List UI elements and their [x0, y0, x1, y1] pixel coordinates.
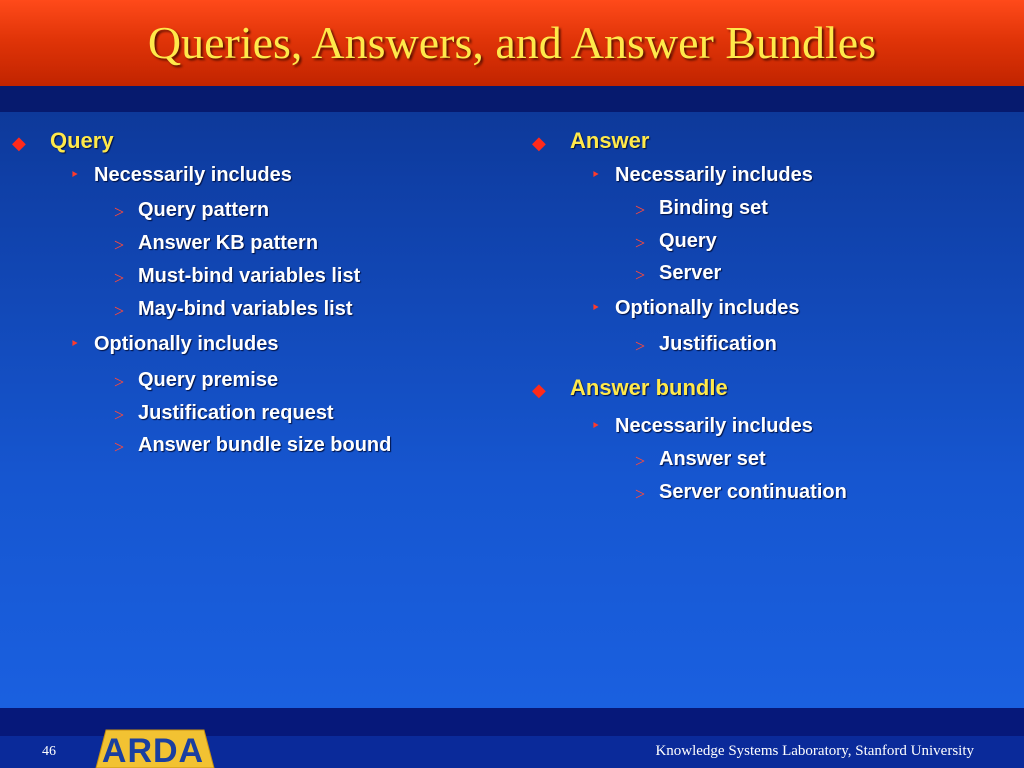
list-item: Answer bundle size bound	[138, 434, 392, 456]
query-heading: Query	[50, 128, 114, 153]
gt-bullet-icon: >	[635, 265, 646, 285]
gt-bullet-icon: >	[635, 451, 646, 471]
list-item: Query premise	[138, 369, 279, 391]
query-optionally-label: Optionally includes	[94, 333, 279, 355]
answer-necessarily-label: Necessarily includes	[615, 164, 813, 186]
diamond-bullet-icon: ◆	[12, 133, 26, 153]
list-item: Justification request	[138, 402, 334, 424]
gt-bullet-icon: >	[114, 202, 125, 222]
gt-bullet-icon: >	[635, 336, 646, 356]
triangle-bullet-icon: ‣	[591, 418, 601, 435]
arda-logo	[86, 728, 220, 768]
gt-bullet-icon: >	[635, 233, 646, 253]
answer-bundle-heading: Answer bundle	[570, 375, 728, 400]
list-item: Server continuation	[659, 481, 847, 503]
list-item: Answer set	[659, 448, 766, 470]
page-number: 46	[42, 744, 56, 759]
answer-heading: Answer	[570, 128, 650, 153]
bundle-necessarily-label: Necessarily includes	[615, 415, 813, 437]
gt-bullet-icon: >	[114, 268, 125, 288]
triangle-bullet-icon: ‣	[70, 336, 80, 353]
triangle-bullet-icon: ‣	[591, 300, 601, 317]
gt-bullet-icon: >	[635, 484, 646, 504]
gt-bullet-icon: >	[114, 372, 125, 392]
logo-text: ARDA	[101, 732, 205, 768]
gt-bullet-icon: >	[114, 235, 125, 255]
list-item: Justification	[659, 333, 777, 355]
list-item: Server	[659, 262, 722, 284]
list-item: Query	[659, 230, 717, 252]
gt-bullet-icon: >	[114, 437, 125, 457]
list-item: Answer KB pattern	[138, 232, 319, 254]
gt-bullet-icon: >	[635, 200, 646, 220]
query-necessarily-label: Necessarily includes	[94, 164, 292, 186]
footer-credit: Knowledge Systems Laboratory, Stanford University	[655, 743, 974, 759]
triangle-bullet-icon: ‣	[70, 167, 80, 184]
gt-bullet-icon: >	[114, 301, 125, 321]
triangle-bullet-icon: ‣	[591, 167, 601, 184]
slide-title: Queries, Answers, and Answer Bundles	[147, 17, 877, 68]
gt-bullet-icon: >	[114, 405, 125, 425]
list-item: Binding set	[659, 197, 768, 219]
title-underband	[0, 86, 1024, 112]
list-item: May-bind variables list	[138, 298, 353, 320]
diamond-bullet-icon: ◆	[532, 133, 546, 153]
list-item: Must-bind variables list	[138, 265, 361, 287]
answer-optionally-label: Optionally includes	[615, 297, 800, 319]
list-item: Query pattern	[138, 199, 270, 221]
diamond-bullet-icon: ◆	[532, 380, 546, 400]
